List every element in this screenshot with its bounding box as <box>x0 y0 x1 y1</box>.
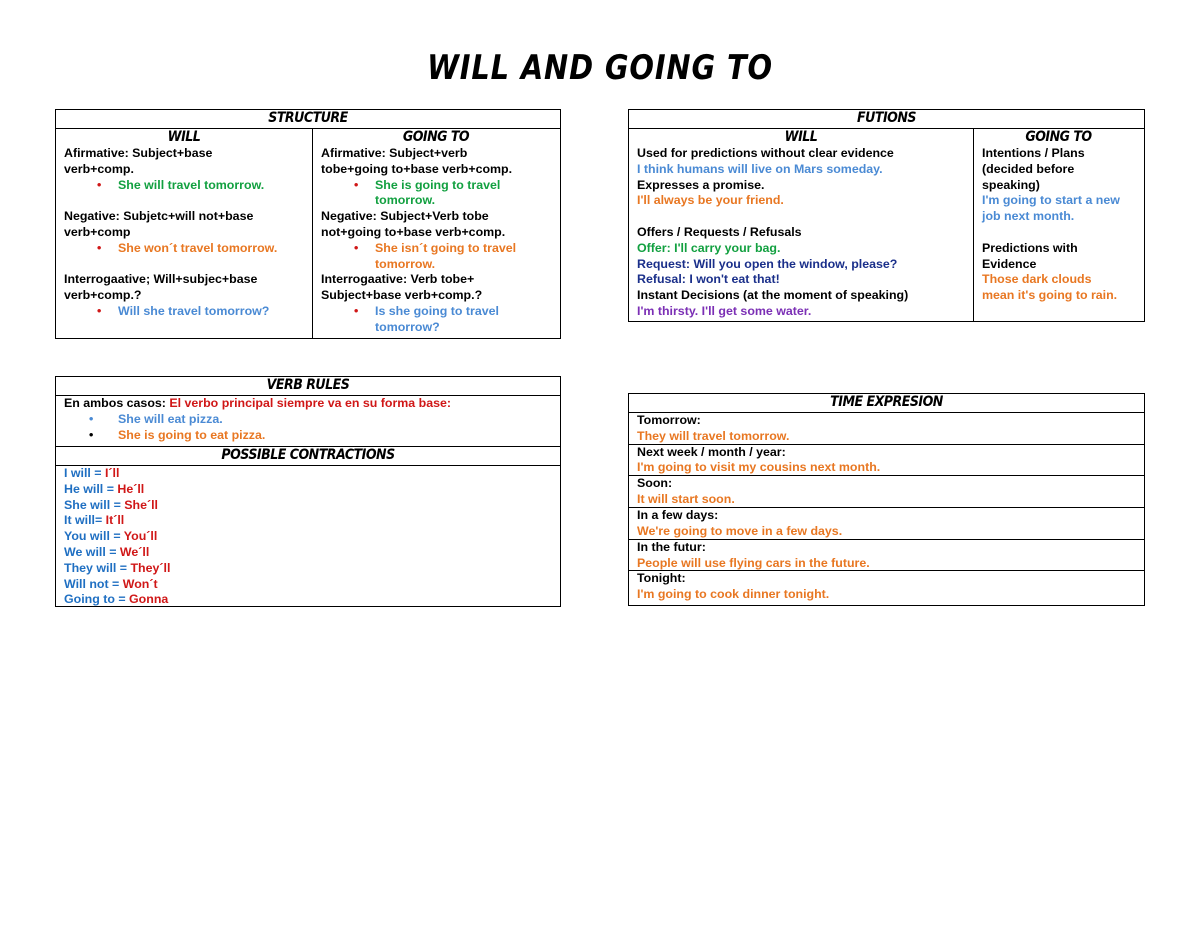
will-affirmative-rule-cont: verb+comp. <box>64 161 134 176</box>
time-row <box>629 571 1144 603</box>
functions-header: FUTIONS <box>629 110 1144 129</box>
will-negative-rule-cont: verb+comp <box>64 224 131 239</box>
evidence-label: Predictions with <box>982 240 1078 255</box>
example-text: She will eat pizza. <box>118 411 223 426</box>
instant-decision-label: Instant Decisions (at the moment of speaking) <box>637 288 909 303</box>
going-affirmative-rule-cont: tobe+going to+base verb+comp. <box>321 161 513 176</box>
going-negative-rule-cont: not+going to+base verb+comp. <box>321 224 506 239</box>
time-label: Tonight: <box>637 571 686 586</box>
functions-table <box>628 109 1145 322</box>
offer-example: Offer: I'll carry your bag. <box>637 240 781 255</box>
intentions-label-cont: (decided before <box>982 161 1075 176</box>
contraction-short: It´ll <box>105 513 125 528</box>
instant-decision-example: I'm thirsty. I'll get some water. <box>637 303 812 318</box>
functions-will-header: WILL <box>784 129 818 145</box>
contraction-item <box>64 561 560 577</box>
time-row <box>629 445 1144 477</box>
evidence-example: Those dark clouds <box>982 272 1092 287</box>
promise-example: I'll always be your friend. <box>637 193 784 208</box>
functions-will-column <box>629 129 974 322</box>
example-text: Will she travel tomorrow? <box>118 303 270 318</box>
time-example: They will travel tomorrow. <box>637 428 790 443</box>
will-affirmative-example <box>64 178 312 194</box>
verb-rules-rule: El verbo principal siempre va en su forma base: <box>169 396 452 410</box>
time-example: I'm going to visit my cousins next month. <box>637 460 881 475</box>
intentions-label: Intentions / Plans <box>982 146 1085 160</box>
contraction-full: It will= <box>64 513 106 528</box>
contraction-item <box>64 466 560 482</box>
intentions-example: I'm going to start a new <box>982 193 1120 208</box>
bullet-icon: • <box>97 303 102 318</box>
example-text: She will travel tomorrow. <box>118 177 265 192</box>
example-text-cont: tomorrow. <box>375 256 436 271</box>
contraction-item <box>64 545 560 561</box>
will-negative-example <box>64 241 312 257</box>
contraction-full: You will = <box>64 529 124 544</box>
contraction-short: We´ll <box>119 544 150 559</box>
contractions-list <box>56 466 560 608</box>
bullet-icon: • <box>89 411 94 426</box>
time-row <box>629 508 1144 540</box>
going-affirmative-example <box>321 178 559 210</box>
contraction-short: He´ll <box>117 481 145 496</box>
bullet-icon: • <box>97 240 102 255</box>
time-example: I'm going to cook dinner tonight. <box>637 587 830 602</box>
contraction-item <box>64 592 560 608</box>
functions-going-column <box>974 129 1143 322</box>
time-row <box>629 476 1144 508</box>
will-interrogative-rule-cont: verb+comp.? <box>64 288 142 303</box>
example-text: She is going to travel <box>375 177 501 192</box>
contraction-full: I will = <box>64 466 105 480</box>
contraction-short: Won´t <box>122 576 158 591</box>
time-expression-table <box>628 393 1145 606</box>
verb-rules-text <box>64 396 560 412</box>
example-text: She is going to eat pizza. <box>118 427 266 442</box>
contraction-full: They will = <box>64 560 131 575</box>
time-label: In the futur: <box>637 539 706 554</box>
bullet-icon: • <box>354 240 359 255</box>
time-label: Tomorrow: <box>637 413 701 427</box>
contraction-full: We will = <box>64 544 120 559</box>
time-label: Next week / month / year: <box>637 444 786 459</box>
going-negative-example <box>321 241 559 273</box>
contraction-full: Going to = <box>64 592 130 607</box>
time-example: It will start soon. <box>637 492 735 507</box>
will-interrogative-example <box>64 304 312 320</box>
bullet-icon: • <box>97 177 102 192</box>
example-text: She isn´t going to travel <box>375 240 517 255</box>
prediction-example: I think humans will live on Mars someday. <box>637 161 883 176</box>
will-interrogative-rule: Interrogaative; Will+subjec+base <box>64 272 258 287</box>
going-interrogative-rule-cont: Subject+base verb+comp.? <box>321 288 483 303</box>
refusal-example: Refusal: I won't eat that! <box>637 272 780 287</box>
bullet-icon: • <box>354 303 359 318</box>
time-expression-rows <box>629 413 1144 603</box>
going-interrogative-rule: Interrogaative: Verb tobe+ <box>321 272 475 287</box>
evidence-example-cont: mean it's going to rain. <box>982 288 1118 303</box>
verb-rules-example-will <box>64 412 560 428</box>
contractions-header: POSSIBLE CONTRACTIONS <box>56 446 560 466</box>
contraction-item <box>64 498 560 514</box>
bullet-icon: • <box>354 177 359 192</box>
verb-rules-intro: En ambos casos: <box>64 396 170 410</box>
will-negative-rule: Negative: Subjetc+will not+base <box>64 209 254 224</box>
contraction-short: I´ll <box>104 466 120 480</box>
time-example: We're going to move in a few days. <box>637 523 843 538</box>
contraction-short: They´ll <box>130 560 171 575</box>
contraction-item <box>64 577 560 593</box>
example-text: Is she going to travel <box>375 303 499 318</box>
time-row <box>629 413 1144 445</box>
structure-going-column <box>313 129 559 339</box>
contraction-full: She will = <box>64 497 125 512</box>
contraction-short: Gonna <box>129 592 169 607</box>
going-affirmative-rule: Afirmative: Subject+verb <box>321 146 468 160</box>
contraction-short: You´ll <box>123 529 158 544</box>
structure-table <box>55 109 561 339</box>
request-example: Request: Will you open the window, please? <box>637 256 898 271</box>
functions-going-header: GOING TO <box>1025 129 1092 145</box>
offers-label: Offers / Requests / Refusals <box>637 224 802 239</box>
contraction-short: She´ll <box>124 497 159 512</box>
structure-will-header: WILL <box>167 129 201 145</box>
example-text-cont: tomorrow. <box>375 193 436 208</box>
verb-rules-table <box>55 376 561 607</box>
time-row <box>629 540 1144 572</box>
bullet-icon: • <box>89 427 94 442</box>
time-expression-header: TIME EXPRESION <box>629 394 1144 413</box>
contraction-item <box>64 513 560 529</box>
verb-rules-example-going <box>64 428 560 444</box>
evidence-label-cont: Evidence <box>982 256 1037 271</box>
example-text-cont: tomorrow? <box>375 319 440 334</box>
time-example: People will use flying cars in the future. <box>637 555 870 570</box>
going-interrogative-example <box>321 304 559 336</box>
contraction-item <box>64 529 560 545</box>
will-affirmative-rule: Afirmative: Subject+base <box>64 146 213 160</box>
time-label: Soon: <box>637 476 673 491</box>
intentions-example-cont: job next month. <box>982 209 1075 224</box>
structure-will-column <box>56 129 313 339</box>
structure-header: STRUCTURE <box>56 110 560 129</box>
verb-rules-header: VERB RULES <box>56 377 560 396</box>
going-negative-rule: Negative: Subject+Verb tobe <box>321 209 489 224</box>
contraction-full: Will not = <box>64 576 123 591</box>
example-text: She won´t travel tomorrow. <box>118 240 278 255</box>
page-title: WILL AND GOING TO <box>427 48 773 88</box>
intentions-label-cont2: speaking) <box>982 177 1040 192</box>
time-label: In a few days: <box>637 508 719 523</box>
promise-label: Expresses a promise. <box>637 177 765 192</box>
contraction-item <box>64 482 560 498</box>
prediction-no-evidence-label: Used for predictions without clear evidence <box>637 146 894 160</box>
structure-going-header: GOING TO <box>402 129 470 145</box>
contraction-full: He will = <box>64 481 118 496</box>
